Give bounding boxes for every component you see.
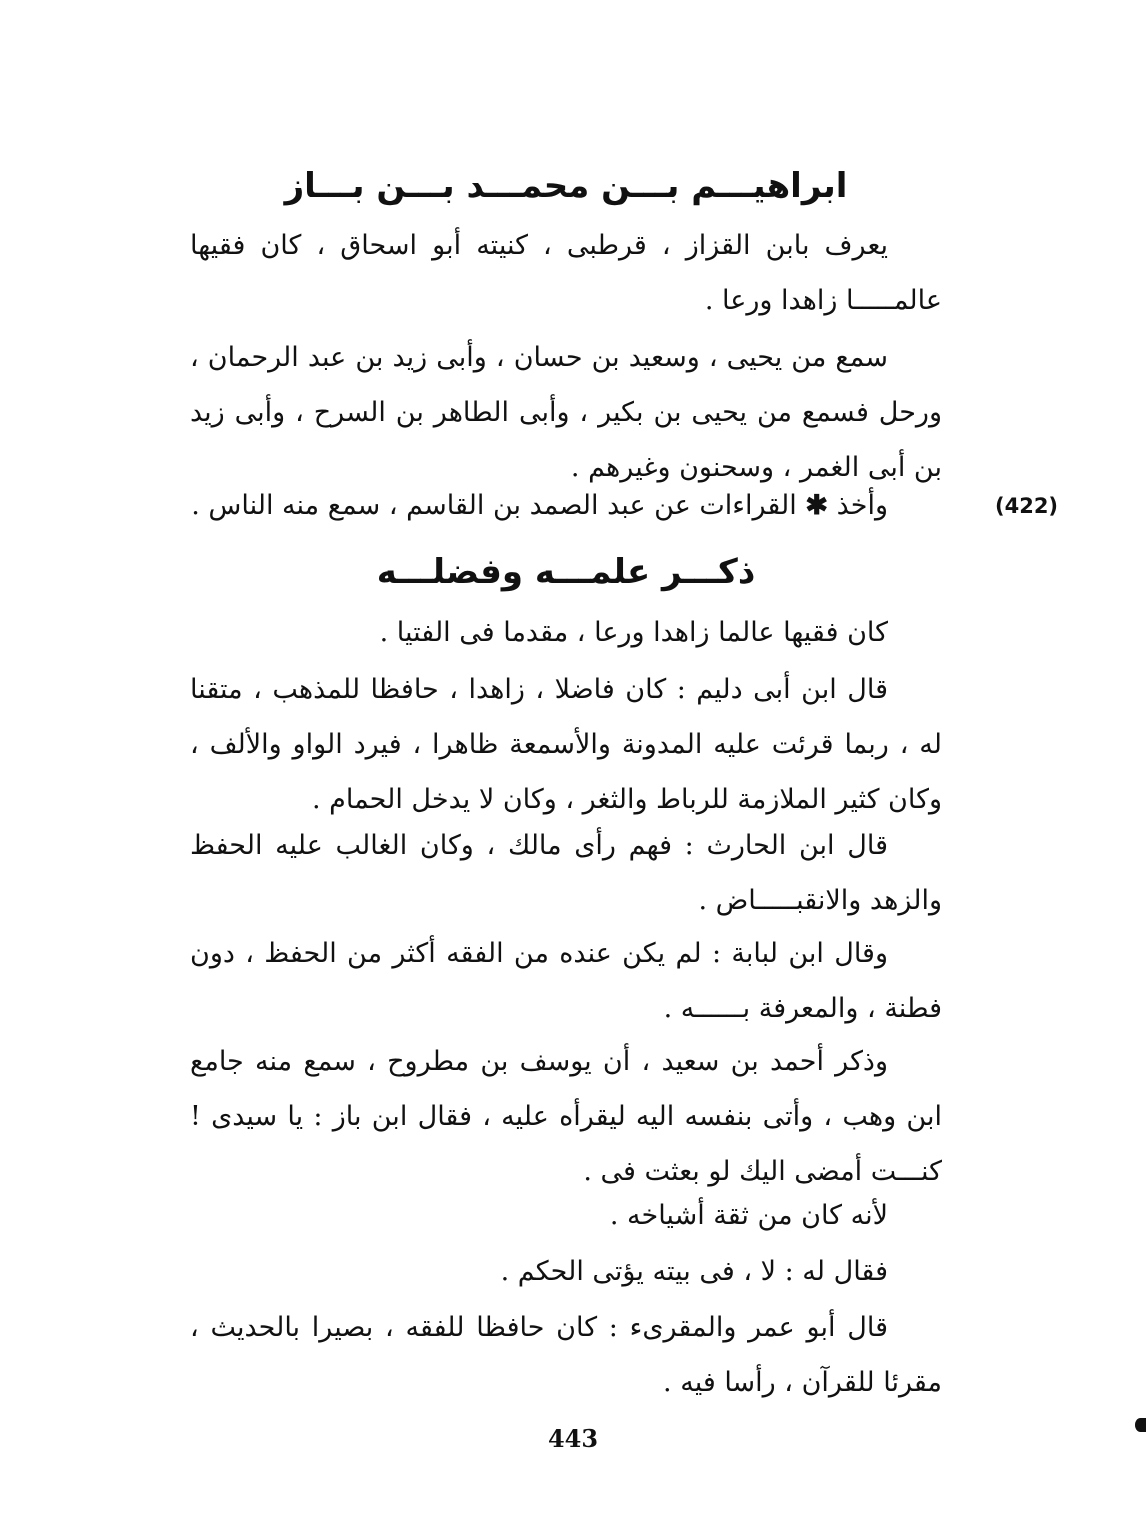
section-paragraph-6: لأنه كان من ثقة أشياخه . [609, 1200, 888, 1231]
scan-edge-mark [1135, 1418, 1146, 1432]
section-paragraph-5: وذكر أحمد بن سعيد ، أن يوسف بن مطروح ، سمع منه جامع ابن وهب ، وأتى بنفسه اليه ليقرأه عليه ، فقال ابن باز : يا سيدى ! كنـــت أمضى اليك لو بعثت فى . [190, 1046, 942, 1187]
section-paragraph-8: قال أبو عمر والمقرىء : كان حافظا للفقه ، بصيرا بالحديث ، مقرئا للقرآن ، رأسا فيه . [190, 1312, 942, 1398]
section-paragraph-7: فقال له : لا ، فى بيته يؤتى الحكم . [500, 1256, 888, 1287]
qiraat-text-start: وأخذ [836, 490, 888, 521]
intro-paragraph-2: سمع من يحيى ، وسعيد بن حسان ، وأبى زيد بن عبد الرحمان ، ورحل فسمع من يحيى بن بكير ، وأبى الطاهر بن السرح ، وأبى زيد بن أبى الغمر ، وسحنون وغيرهم . [190, 342, 942, 483]
qiraat-paragraph [190, 478, 942, 533]
biography-title: ابراهيـــم بـــن محمـــد بـــن بـــاز [284, 166, 848, 206]
intro-paragraph-1: يعرف بابن القزاز ، قرطبى ، كنيته أبو اسحاق ، كان فقيها عالمـــــا زاهدا ورعا . [190, 230, 942, 316]
asterisk-icon: ✱ [805, 490, 828, 521]
page-number: 443 [547, 1424, 599, 1453]
section-paragraph-2: قال ابن أبى دليم : كان فاضلا ، زاهدا ، حافظا للمذهب ، متقنا له ، ربما قرئت عليه المدونة والأسمعة ظاهرا ، فيرد الواو والألف ، وكان كثير الملازمة للرباط والثغر ، وكان لا يدخل الحمام . [190, 674, 942, 815]
section-heading: ذكـــر علمـــه وفضلـــه [376, 552, 756, 592]
section-paragraph-4: وقال ابن لبابة : لم يكن عنده من الفقه أكثر من الحفظ ، دون فطنة ، والمعرفة بــــــه . [190, 938, 942, 1024]
section-paragraph-1: كان فقيها عالما زاهدا ورعا ، مقدما فى الفتيا . [379, 617, 888, 648]
section-paragraph-3: قال ابن الحارث : فهم رأى مالك ، وكان الغالب عليه الحفظ والزهد والانقبـــــاض . [190, 830, 942, 916]
margin-reference-number: (422) [995, 494, 1059, 518]
qiraat-text-end: القراءات عن عبد الصمد بن القاسم ، سمع منه الناس . [191, 490, 797, 521]
